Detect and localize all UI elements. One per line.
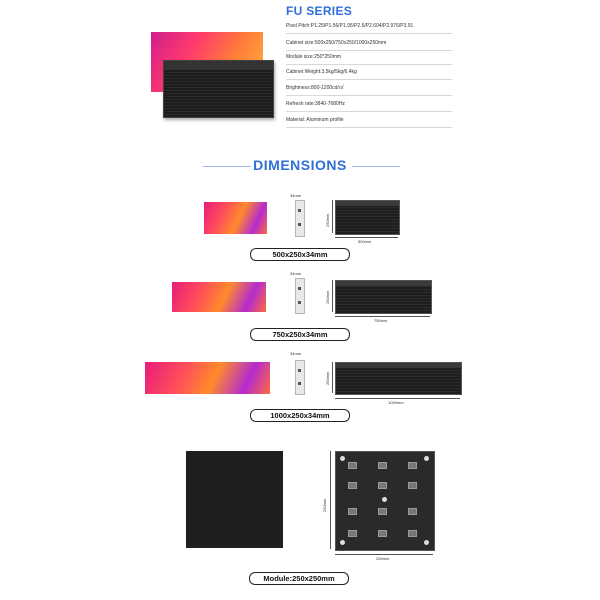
module-front-image — [186, 451, 283, 548]
module-size-pill: Module:250x250mm — [249, 572, 349, 585]
width-dimension-line — [335, 398, 460, 399]
spec-refresh-rate: Refresh rate:3840-7680Hz — [286, 98, 452, 112]
side-profile-image — [295, 200, 305, 237]
module-width-dimension-line — [335, 554, 433, 555]
size-label-pill: 750x250x34mm — [250, 328, 350, 341]
hero-cabinet-image — [163, 60, 274, 118]
height-label: 250mm — [325, 290, 330, 304]
spec-pixel-pitch: Pixel Pitch:P1.25/P1.56/P1.95/P2.5/P2.604/P2.976/P3.91 — [286, 20, 452, 34]
width-label: 500mm — [358, 239, 372, 244]
height-label: 250mm — [325, 371, 330, 385]
height-dimension-line — [332, 200, 333, 233]
spec-cabinet-weight: Cabinet Weight:3.5kg/5kg/6.4kg — [286, 66, 452, 80]
spec-brightness: Brightness:800-1200cd/㎡ — [286, 82, 452, 96]
side-profile-image — [295, 278, 305, 314]
depth-label: 34mm — [290, 351, 302, 356]
width-dimension-line — [335, 237, 398, 238]
size-label-pill: 500x250x34mm — [250, 248, 350, 261]
front-image — [172, 282, 266, 312]
series-title: FU SERIES — [286, 4, 353, 18]
depth-label: 34mm — [290, 271, 302, 276]
module-height-dimension-line — [330, 451, 331, 549]
back-image — [335, 280, 432, 314]
side-profile-image — [295, 360, 305, 395]
height-label: 250mm — [325, 213, 330, 227]
back-image — [335, 200, 400, 235]
dimensions-title: DIMENSIONS — [253, 157, 347, 173]
size-label-pill: 1000x250x34mm — [250, 409, 350, 422]
heading-rule-right — [352, 166, 400, 167]
width-label: 1000mm — [388, 400, 404, 405]
front-image — [204, 202, 267, 234]
module-back-image — [335, 451, 435, 551]
front-image — [145, 362, 270, 394]
width-dimension-line — [335, 316, 430, 317]
back-image — [335, 362, 462, 395]
spec-material: Material: Aluminum profile — [286, 114, 452, 128]
spec-cabinet-size: Cabinet size:500x250/750x250/1000x250mm — [286, 37, 452, 51]
depth-label: 34mm — [290, 193, 302, 198]
module-height-label: 250mm — [322, 498, 327, 512]
height-dimension-line — [332, 280, 333, 312]
module-width-label: 250mm — [376, 556, 390, 561]
spec-module-size: Module size:250*250mm — [286, 51, 452, 65]
width-label: 750mm — [374, 318, 388, 323]
height-dimension-line — [332, 362, 333, 393]
